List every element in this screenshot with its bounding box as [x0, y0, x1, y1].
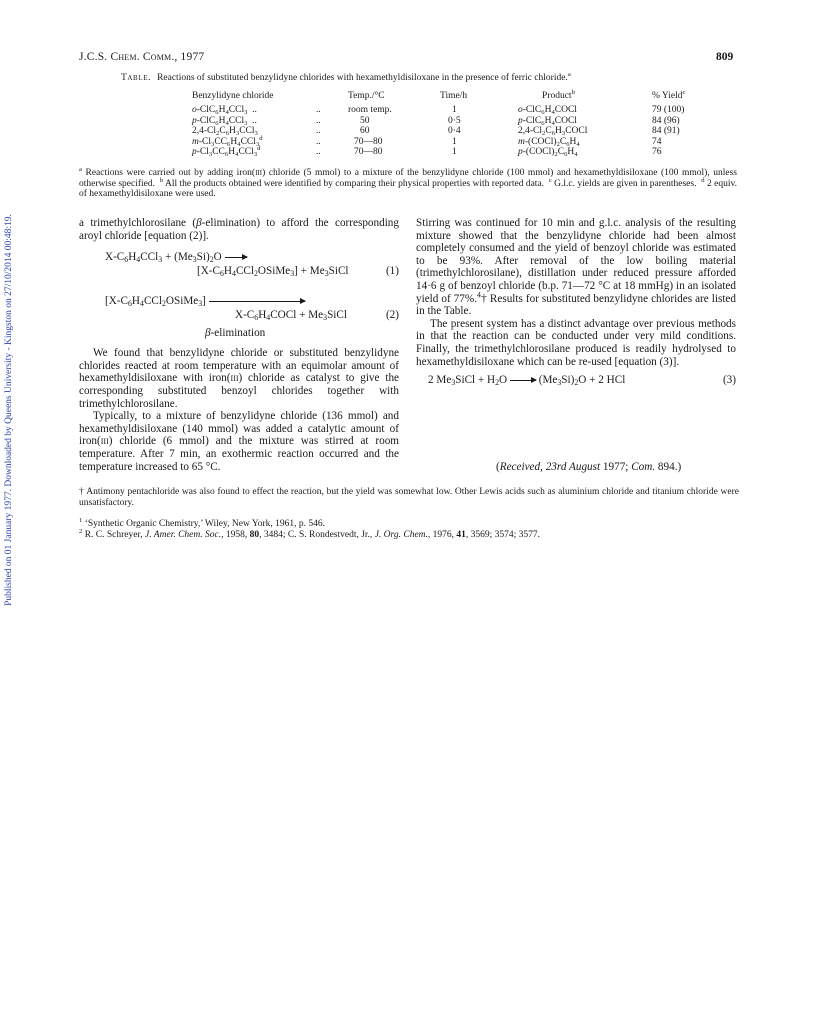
table-row [192, 105, 712, 115]
reference-1: $^1$ ‘Synthetic Organic Chemistry,’ Wiley, New York, 1961, p. 546. [79, 516, 326, 529]
page-number: 809 [716, 51, 734, 63]
cell-chloride: $m-Cl_3CC_6H_4CCl_3^d$ [192, 134, 263, 148]
table-row [192, 147, 712, 157]
results-table [192, 88, 712, 159]
cell-time: 0·4 [448, 126, 461, 137]
equation-number: (1) [385, 265, 399, 278]
table-caption-text: Reactions of substituted benzylidyne chlorides with hexamethyldisiloxane in the presence of ferric chloride. [157, 73, 568, 83]
right-column [416, 217, 736, 390]
table-row [192, 126, 712, 136]
equation-label: β-elimination [205, 327, 266, 340]
left-paragraph-2: We found that benzylidyne chloride or substituted benzylidyne chlorides reacted at room temperature with an equimolar amount of hexamethyldisiloxane with iron(iii) chloride as catalyst to give the corresponding substituted benzoyl chlorides together with trimethylchlorosilane. [79, 347, 399, 410]
cell-dots: .. [316, 115, 321, 126]
cell-product: $m-(COCl)_2C_6H_4$ [518, 136, 580, 148]
table-label: Table. [121, 73, 152, 83]
equation-number: (3) [722, 374, 736, 387]
cell-product: $p-(COCl)_2C_6H_4$ [518, 147, 578, 159]
left-paragraph-3: Typically, to a mixture of benzylidyne chloride (136 mmol) and hexamethyldisiloxane (140 mmol) was added a catalytic amount of iron(iii) chloride (6 mmol) and the mixture was stirred at room temperature. After 7 min, an exothermic reaction occurred and the temperature increased to 65 °C. [79, 410, 399, 473]
left-paragraph-1: a trimethylchlorosilane (β-elimination) to afford the corresponding aroyl chloride [equation (2)]. [79, 217, 399, 242]
reaction-arrow [510, 380, 536, 381]
col-header-time: Time/h [440, 91, 468, 101]
col-header-product: Product$^b$ [542, 88, 575, 101]
col-header-chloride: Benzylidyne chloride [192, 91, 274, 101]
left-column [79, 217, 399, 473]
download-watermark: Published on 01 January 1977. Downloaded by Queens University - Kingston on 27/10/2014 00:48:19. [4, 214, 14, 606]
cell-product: $2,4-Cl_2C_6H_3COCl$ [518, 126, 588, 138]
cell-chloride: $p-Cl_3CC_6H_4CCl_3^d$ [192, 144, 261, 159]
cell-yield: 84 (96) [652, 115, 680, 126]
cell-temp: room temp. [348, 105, 392, 116]
cell-product: $o-ClC_6H_4COCl$ [518, 105, 577, 117]
equation-1: $X-C_6H_4CCl_3 + (Me_3Si)_2O$ $[X-C_6H_4CCl_2OSiMe_3]$ + $Me_3SiCl$ (1) [105, 251, 399, 279]
col-header-temp: Temp./°C [348, 91, 385, 101]
col-header-yield: % Yield$^c$ [652, 88, 686, 101]
right-paragraph-1: Stirring was continued for 10 min and g.l.c. analysis of the resulting mixture showed that the benzylidyne chloride had been almost completely consumed and the yield of benzoyl chloride was estimated to be 93%. After removal of the low boiling material (trimethylchlorosilane), distillation under reduced pressure afforded 14·6 g of benzoyl chloride (b.p. 71—72 °C at 18 mmHg) in an isolated yield of 77%.$^4$† Results for substituted benzylidyne chlorides are listed in the Table. [416, 217, 736, 318]
cell-dots: .. [316, 136, 321, 147]
cell-time: 0·5 [448, 115, 461, 126]
cell-yield: 79 (100) [652, 105, 685, 116]
cell-dots: .. [316, 105, 321, 116]
cell-temp: 60 [360, 126, 370, 137]
cell-chloride: $o-ClC_6H_4CCl_3$ .. [192, 105, 257, 117]
footnote-dagger: † Antimony pentachloride was also found to effect the reaction, but the yield was somewhat low. Other Lewis acids such as aluminium chloride and titanium chloride were unsatisfactory. [79, 487, 739, 508]
cell-temp: 70—80 [354, 147, 383, 158]
reaction-arrow [209, 301, 305, 302]
table-caption: Table. Reactions of substituted benzylidyne chlorides with hexamethyldisiloxane in the presence of ferric chloride.$^a$ [121, 70, 571, 83]
cell-yield: 76 [652, 147, 662, 158]
cell-temp: 50 [360, 115, 370, 126]
cell-dots: .. [316, 126, 321, 137]
reaction-arrow [225, 257, 247, 258]
reference-2: $^2$ R. C. Schreyer, J. Amer. Chem. Soc., 1958, 80, 3484; C. S. Rondestvedt, Jr., J. Org. Chem., 1976, 41, 3569; 3574; 3577. [79, 527, 541, 540]
cell-yield: 84 (91) [652, 126, 680, 137]
cell-chloride: $p-ClC_6H_4CCl_3$ .. [192, 115, 257, 127]
received-date: (Received, 23rd August 1977; Com. 894.) [496, 461, 682, 473]
cell-temp: 70—80 [354, 136, 383, 147]
cell-product: $p-ClC_6H_4COCl$ [518, 115, 577, 127]
journal-header: J.C.S. Chem. Comm., 1977 [79, 51, 205, 63]
cell-chloride: $2,4-Cl_2C_6H_3CCl_3$ [192, 126, 258, 138]
cell-time: 1 [452, 136, 457, 147]
table-header-row [192, 91, 712, 105]
table-footnotes: $^a$ Reactions were carried out by adding iron(iii) chloride (5 mmol) to a mixture of the benzylidyne chloride (100 mmol) and hexamethyldisiloxane (100 mmol), unless otherwise specified. $^b$ All the products obtained were identified by comparing their physical properties with reported data. $^c$ G.l.c. yields are given in parentheses. $^d$ 2 equiv. of hexamethyldisiloxane were used. [79, 165, 737, 200]
equation-number: (2) [385, 309, 399, 322]
cell-time: 1 [452, 105, 457, 116]
right-paragraph-2: The present system has a distinct advantage over previous methods in that the reaction can be conducted under very mild conditions. Finally, the trimethylchlorosilane produced is readily hydrolysed to hexamethyldisiloxane which can be re-used [equation (3)]. [416, 317, 736, 368]
cell-yield: 74 [652, 136, 662, 147]
equation-3: 2 $Me_3SiCl + H_2O$ $(Me_3Si)_2O + 2$ HCl (3) [428, 374, 736, 388]
table-row [192, 116, 712, 126]
cell-dots: .. [316, 147, 321, 158]
references [79, 516, 759, 541]
table-row [192, 137, 712, 147]
cell-time: 1 [452, 147, 457, 158]
equation-2: $[X-C_6H_4CCl_2OSiMe_3]$ $X-C_6H_4COCl$ + $Me_3SiCl$ (2) β-elimination [105, 295, 399, 340]
